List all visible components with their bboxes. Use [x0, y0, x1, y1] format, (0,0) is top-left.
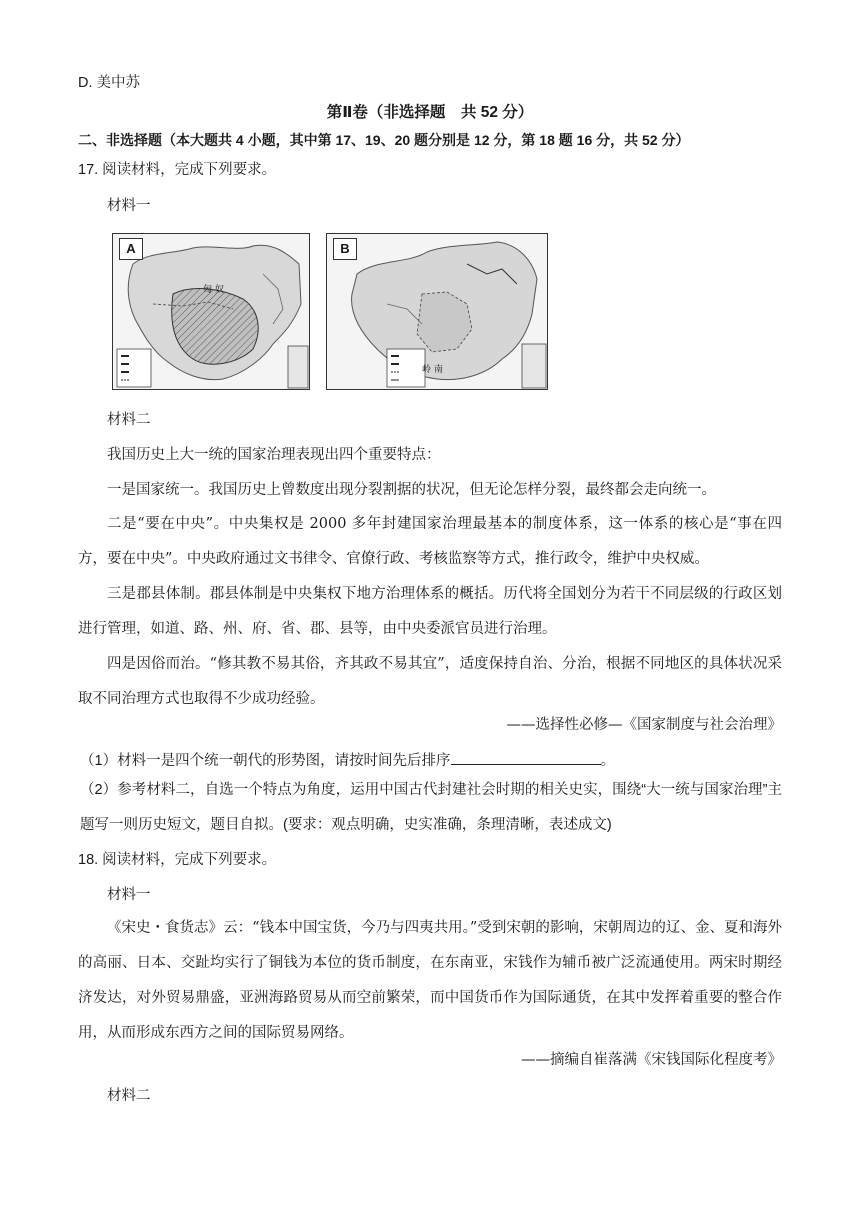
- q17-material2-label: 材料二: [107, 412, 151, 428]
- q18-material1-text: 《宋史・食货志》云：“钱本中国宝货，今乃与四夷共用。”受到宋朝的影响，宋朝周边的辽、金、夏和海外的高丽、日本、交趾均实行了铜钱为本位的货币制度，在东南亚，宋钱作为辅币被广泛流通使用。两宋时期经济发达，对外贸易鼎盛，亚洲海路贸易从而空前繁荣，而中国货币作为国际通货，在其中发挥着重要的整合作用，从而形成东西方之间的国际贸易网络。: [78, 920, 782, 1041]
- q18-material1-label: 材料一: [107, 887, 151, 903]
- map-a-letter: A: [119, 238, 143, 260]
- q17-material1-label: 材料一: [107, 198, 151, 214]
- q17-point2: 二是“要在中央”。中央集权是 2000 多年封建国家治理最基本的制度体系，这一体系的核心是“事在四方，要在中央”。中央政府通过文书律令、官僚行政、考核监察等方式，推行政令，维护中央权威。: [78, 516, 782, 567]
- q17-sub1-end: 。: [600, 753, 616, 769]
- map-a-region-label: 奴: [215, 284, 225, 294]
- q17-point4: 四是因俗而治。“修其教不易其俗，齐其政不易其宜”，适度保持自治、分治，根据不同地区的具体状况采取不同治理方式也取得不少成功经验。: [78, 656, 782, 707]
- map-b: [326, 233, 548, 390]
- q18-source: ——摘编自崔落满《宋钱国际化程度考》: [521, 1052, 782, 1068]
- answer-blank[interactable]: [451, 750, 601, 765]
- map-a-region-label: 匈: [203, 284, 213, 294]
- q17-source: ——选择性必修—《国家制度与社会治理》: [506, 717, 782, 733]
- q17-sub1: [80, 750, 615, 771]
- section-instruction: 二、非选择题（本大题共 4 小题，其中第 17、19、20 题分别是 12 分，第 18 题 16 分，共 52 分）: [78, 132, 690, 148]
- map-b-letter: B: [333, 238, 357, 260]
- q17-sub1-text: （1）材料一是四个统一朝代的形势图，请按时间先后排序: [80, 753, 451, 769]
- q17-point3: 三是郡县体制。郡县体制是中央集权下地方治理体系的概括。历代将全国划分为若干不同层级的行政区划进行管理，如道、路、州、府、省、郡、县等，由中央委派官员进行治理。: [78, 586, 782, 637]
- q18-material2-label: 材料二: [107, 1088, 151, 1104]
- q17-stem: 17. 阅读材料，完成下列要求。: [78, 162, 277, 178]
- map-b-region-label: 南: [434, 364, 444, 374]
- section-title: 第Ⅱ卷（非选择题 共 52 分）: [326, 104, 534, 121]
- q17-sub2: （2）参考材料二，自选一个特点为角度，运用中国古代封建社会时期的相关史实，围绕“大一统与国家治理”主题写一则历史短文，题目自拟。(要求：观点明确，史实准确，条理清晰，表述成文): [80, 782, 782, 833]
- q17-intro: 我国历史上大一统的国家治理表现出四个重要特点：: [107, 447, 441, 463]
- map-b-region-label: 岭: [422, 364, 432, 374]
- q17-point1: 一是国家统一。我国历史上曾数度出现分裂割据的状况，但无论怎样分裂，最终都会走向统一。: [107, 482, 716, 498]
- option-d: D. 美中苏: [78, 75, 141, 91]
- map-a: [112, 233, 310, 390]
- q18-stem: 18. 阅读材料，完成下列要求。: [78, 852, 277, 868]
